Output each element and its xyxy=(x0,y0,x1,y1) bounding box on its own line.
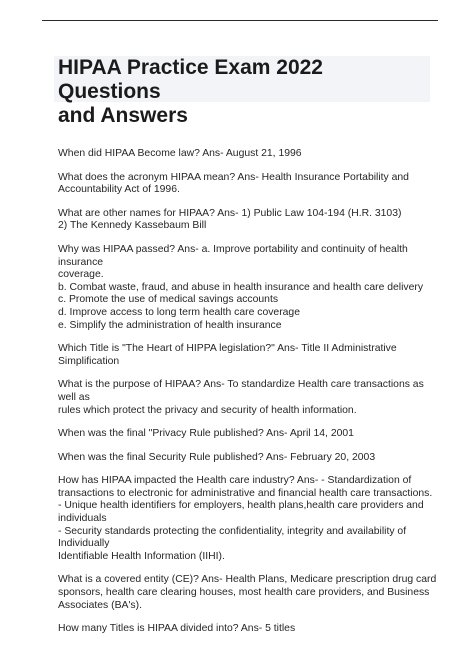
qa-item-1: When did HIPAA Become law? Ans- August 21, 1996 xyxy=(58,148,302,159)
title-line-2: and Answers xyxy=(58,104,188,127)
document-title xyxy=(58,56,428,128)
qa-item-9: How has HIPAA impacted the Health care industry? Ans- - Standardization of transactions to electronic for administrative and financial health care transactions. - Unique health identifiers for employers, health plans,health care providers and individuals - Security standards protecting the confidentiality, integrity and availability of Individually Identifiable Health Information (IIHI). xyxy=(58,475,433,562)
qa-item-2: What does the acronym HIPAA mean? Ans- Health Insurance Portability and Accountability Act of 1996. xyxy=(58,171,409,196)
top-divider xyxy=(42,20,438,21)
qa-item-5: Which Title is "The Heart of HIPPA legislation?" Ans- Title II Administrative Simplification xyxy=(58,343,397,367)
title-line-1: HIPAA Practice Exam 2022 Questions xyxy=(58,56,323,103)
qa-item-6: What is the purpose of HIPAA? Ans- To standardize Health care transactions as well as rules which protect the privacy and security of health information. xyxy=(58,379,424,416)
qa-list xyxy=(58,148,438,647)
qa-item-8: When was the final Security Rule published? Ans- February 20, 2003 xyxy=(58,451,376,463)
qa-item-11: How many Titles is HIPAA divided into? Ans- 5 titles xyxy=(58,623,296,635)
qa-item-10: What is a covered entity (CE)? Ans- Health Plans, Medicare prescription drug card sponsors, health care clearing houses, most health care providers, and Business Associates (BA's). xyxy=(58,574,437,611)
qa-item-3: What are other names for HIPAA? Ans- 1) Public Law 104-194 (H.R. 3103) 2) The Kennedy Kassebaum Bill xyxy=(58,207,402,232)
qa-item-7: When was the final "Privacy Rule published? Ans- April 14, 2001 xyxy=(58,428,354,440)
qa-item-4: Why was HIPAA passed? Ans- a. Improve portability and continuity of health insurance coverage. b. Combat waste, fraud, and abuse in health insurance and health care delivery c. Promote the use of medical savings accounts d. Improve access to long term health care coverage e. Simplify the administration of health insurance xyxy=(58,243,424,331)
